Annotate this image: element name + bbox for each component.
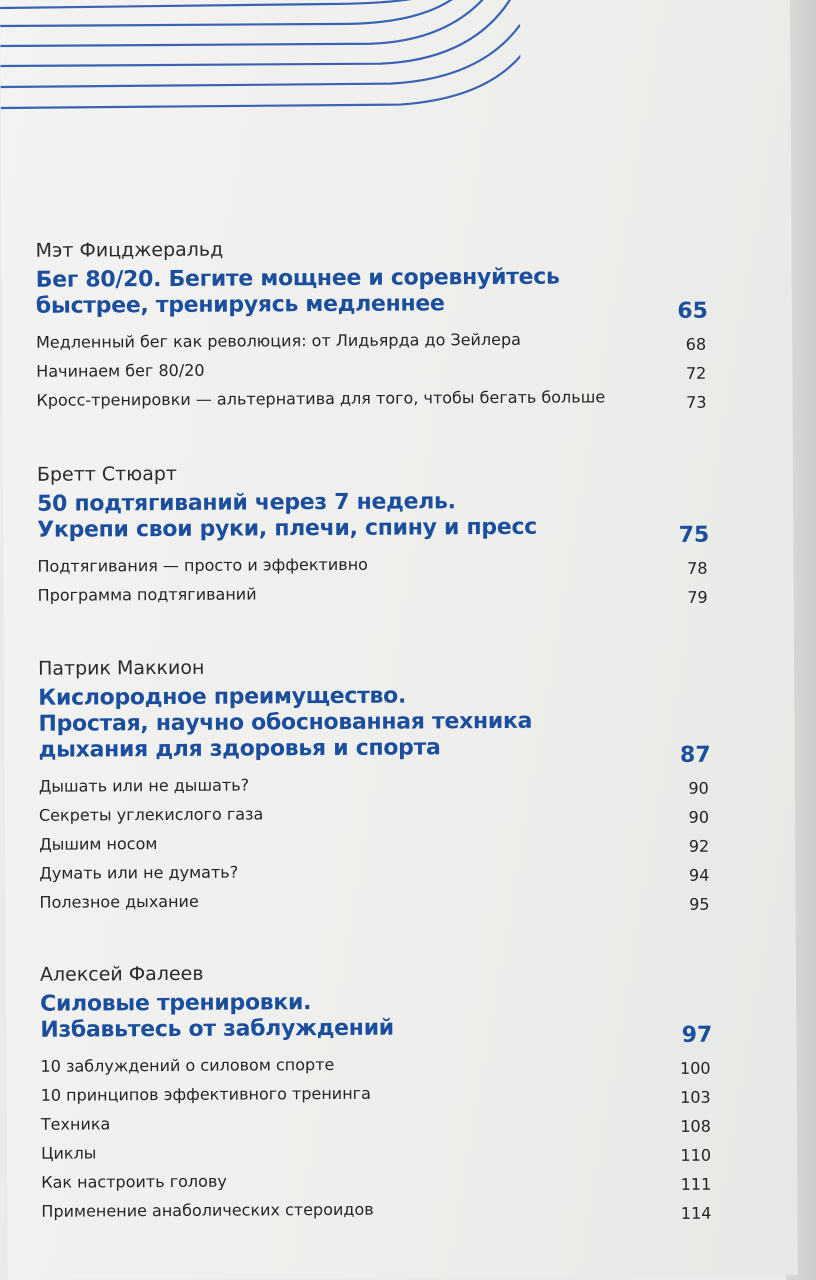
chapter-title-line: Бег 80/20. Бегите мощнее и соревнуйтесь xyxy=(35,264,560,293)
subsection-item[interactable] xyxy=(41,1110,721,1143)
subsection-label: Медленный бег как революция: от Лидьярда до Зейлера xyxy=(36,329,522,352)
subsection-label: Применение анаболических стероидов xyxy=(41,1199,374,1221)
subsection-item[interactable] xyxy=(39,888,719,921)
subsection-label: Дышать или не дышать? xyxy=(38,775,250,796)
chapter-title-row[interactable] xyxy=(38,682,718,768)
chapter-title-line: Кислородное преимущество. xyxy=(38,683,407,711)
subsection-label: Кросс-тренировки — альтернатива для того, чтобы бегать больше xyxy=(36,387,606,410)
subsection-page: 94 xyxy=(688,865,710,885)
author-name: Патрик Маккион xyxy=(38,656,205,680)
subsection-item[interactable] xyxy=(41,1081,721,1114)
toc-section-mckeown xyxy=(38,652,720,921)
chapter-title xyxy=(36,264,626,320)
chapter-page-number: 97 xyxy=(681,1022,713,1048)
subsection-list xyxy=(37,552,717,614)
subsection-label: Программа подтягиваний xyxy=(37,584,257,605)
toc-section-faleev xyxy=(40,958,722,1230)
subsection-item[interactable] xyxy=(39,859,719,892)
subsection-page: 111 xyxy=(680,1174,712,1194)
author-name: Алексей Фалеев xyxy=(39,962,204,986)
subsection-page: 78 xyxy=(687,558,708,578)
subsection-label: Думать или не думать? xyxy=(39,862,239,883)
subsection-label: 10 принципов эффективного тренинга xyxy=(40,1083,371,1105)
chapter-title-line: Избавьтесь от заблуждений xyxy=(40,1015,394,1043)
chapter-page-number: 65 xyxy=(677,298,708,324)
chapter-title-line: 50 подтягиваний через 7 недель. xyxy=(37,489,456,517)
chapter-title xyxy=(40,988,630,1044)
subsection-item[interactable] xyxy=(41,1168,721,1201)
subsection-page: 103 xyxy=(680,1087,711,1107)
subsection-label: Начинаем бег 80/20 xyxy=(36,360,205,381)
subsection-label: Как настроить голову xyxy=(41,1171,227,1192)
subsection-label: 10 заблуждений о силовом спорте xyxy=(40,1054,335,1076)
toc-section-stewart xyxy=(37,458,718,614)
subsection-page: 73 xyxy=(686,392,707,412)
subsection-item[interactable] xyxy=(36,386,716,419)
subsection-page: 79 xyxy=(687,587,708,607)
subsection-item[interactable] xyxy=(39,772,719,805)
subsection-item[interactable] xyxy=(39,830,719,863)
subsection-page: 95 xyxy=(689,894,710,914)
subsection-item[interactable] xyxy=(38,581,718,614)
chapter-title xyxy=(38,682,628,764)
subsection-item[interactable] xyxy=(41,1197,721,1230)
subsection-label: Полезное дыхание xyxy=(39,891,199,912)
chapter-title-row[interactable] xyxy=(37,488,717,548)
chapter-title xyxy=(37,488,627,544)
subsection-page: 90 xyxy=(688,778,709,798)
subsection-page: 110 xyxy=(680,1145,712,1165)
subsection-list xyxy=(40,1052,721,1230)
subsection-item[interactable] xyxy=(41,1139,721,1172)
subsection-label: Подтягивания — просто и эффективно xyxy=(37,554,368,576)
subsection-page: 114 xyxy=(680,1203,712,1223)
subsection-page: 68 xyxy=(685,334,707,354)
subsection-item[interactable] xyxy=(40,1052,720,1085)
subsection-page: 90 xyxy=(688,807,710,827)
subsection-label: Секреты углекислого газа xyxy=(38,804,264,825)
toc-section-fitzgerald xyxy=(35,234,716,419)
subsection-label: Техника xyxy=(40,1114,111,1134)
subsection-list xyxy=(36,328,717,419)
subsection-item[interactable] xyxy=(37,552,717,585)
chapter-title-line: Силовые тренировки. xyxy=(40,990,312,1017)
subsection-page: 72 xyxy=(685,363,707,383)
subsection-page: 108 xyxy=(680,1116,711,1136)
subsection-item[interactable] xyxy=(36,357,716,390)
author-name: Мэт Фицджеральд xyxy=(35,238,224,262)
subsection-list xyxy=(39,772,720,921)
subsection-label: Дышим носом xyxy=(39,834,158,854)
chapter-page-number: 75 xyxy=(678,522,710,548)
chapter-title-line: дыхания для здоровья и спорта xyxy=(38,735,441,763)
subsection-page: 100 xyxy=(679,1058,711,1078)
chapter-title-row[interactable] xyxy=(35,264,716,324)
subsection-item[interactable] xyxy=(36,328,716,361)
chapter-title-line: быстрее, тренируясь медленнее xyxy=(35,291,445,319)
decorative-track-lines xyxy=(0,0,521,120)
subsection-item[interactable] xyxy=(39,801,719,834)
chapter-title-line: Простая, научно обоснованная техника xyxy=(38,708,533,737)
chapter-title-line: Укрепи свои руки, плечи, спину и пресс xyxy=(37,514,538,543)
chapter-title-row[interactable] xyxy=(40,988,720,1048)
subsection-label: Циклы xyxy=(40,1143,97,1163)
chapter-page-number: 87 xyxy=(679,742,711,768)
subsection-page: 92 xyxy=(688,836,710,856)
author-name: Бретт Стюарт xyxy=(36,462,178,486)
